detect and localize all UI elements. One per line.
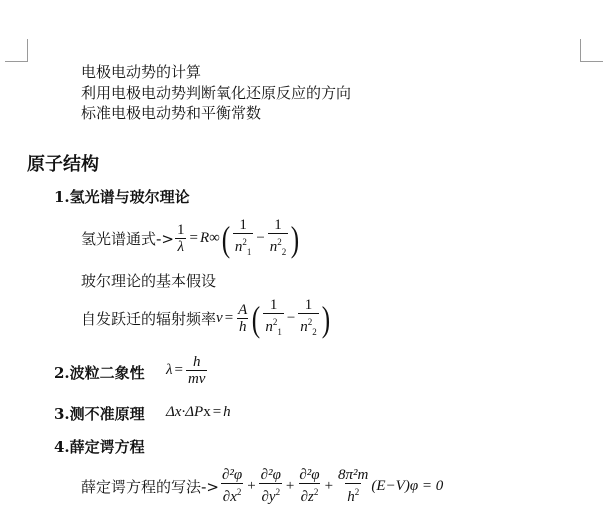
intro-line-3: 标准电极电动势和平衡常数 xyxy=(81,104,262,122)
subsection-3-title: 3.测不准原理 xyxy=(54,405,145,423)
de-broglie-formula: λ = $\frac{h}{mv}$ xyxy=(166,354,206,387)
radiation-frequency-formula: 自发跃迁的辐射频率 ν = $\frac{A}{h}$ ( $\frac{1}{n^2_1}$ − $\frac{1}{n^2_2}$ ) xyxy=(81,297,330,339)
section-title: 原子结构 xyxy=(27,154,99,175)
hydrogen-spectrum-formula: 氢光谱通式-> $\frac{1}{\lambda}$ = R ∞ ( $\frac{1}{n^2_1}$ − $\frac{1}{n^2_2}$ ) xyxy=(81,217,300,259)
radiation-label: 自发跃迁的辐射频率 xyxy=(81,310,217,328)
subsection-1-title: 1.氢光谱与玻尔理论 xyxy=(54,188,190,206)
margin-corner-mark-right xyxy=(580,39,603,62)
intro-line-1: 电极电动势的计算 xyxy=(81,63,202,81)
subsection-2-title: 2.波粒二象性 xyxy=(54,364,145,382)
schrodinger-label: 薛定谔方程的写法-> xyxy=(81,477,219,496)
intro-line-2: 利用电极电动势判断氧化还原反应的方向 xyxy=(81,84,352,102)
schrodinger-formula: 薛定谔方程的写法-> $\frac{\text{∂²φ}}{\partial x^2}$ + $\frac{\text{∂²φ}}{\partial y^2}$ + $\frac{\text{∂²φ}}{\partial z^2}$ + $\frac{\text{8π²m}}{h^2}$ (E−V)φ = 0 xyxy=(81,467,444,505)
uncertainty-formula: Δx·ΔP x = h xyxy=(166,404,231,420)
subsection-4-title: 4.薛定谔方程 xyxy=(54,438,145,456)
bohr-assumption-line: 玻尔理论的基本假设 xyxy=(81,272,217,290)
margin-corner-mark-left xyxy=(5,39,28,62)
hydrogen-formula-label: 氢光谱通式-> xyxy=(81,230,174,248)
inverse-lambda-fraction: $\frac{1}{\lambda}$ xyxy=(176,222,185,255)
